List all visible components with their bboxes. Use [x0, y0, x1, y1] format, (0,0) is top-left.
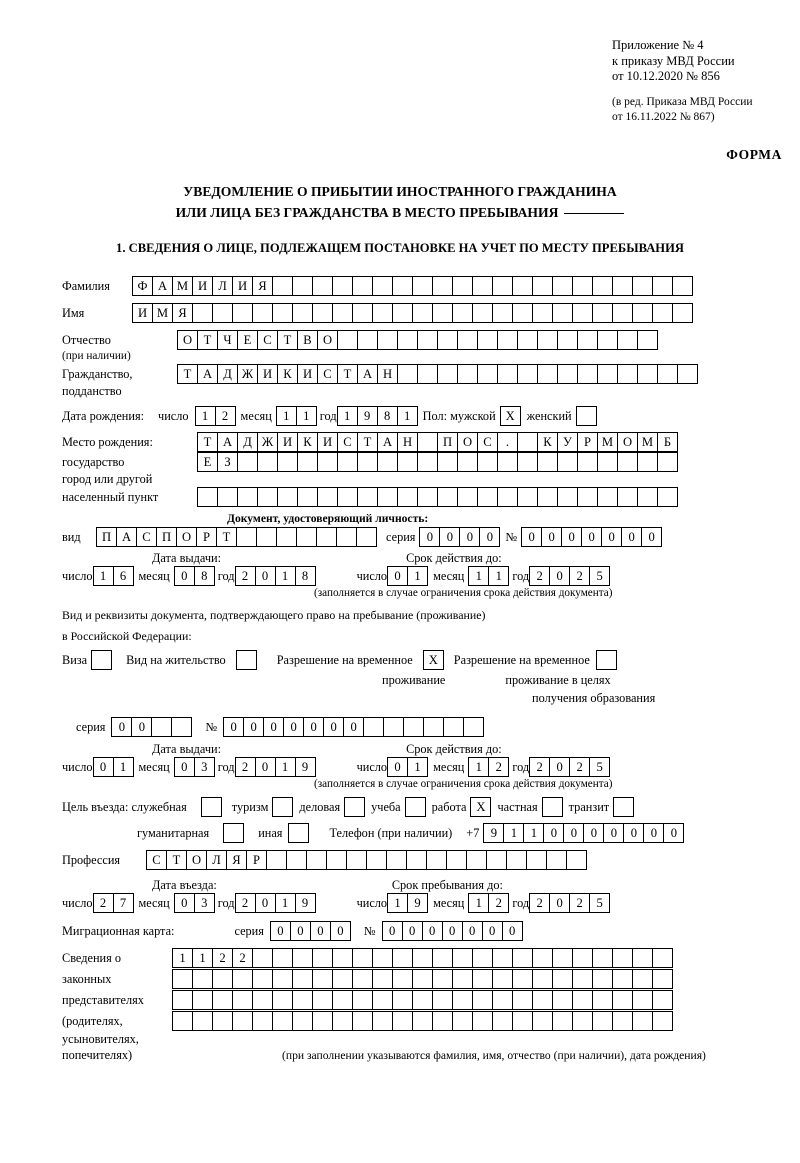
edu-residence-label-2: проживание в целях — [505, 673, 611, 687]
migration-series-input[interactable]: 0 0 0 0 — [270, 921, 350, 941]
permit-valid-day-input[interactable]: 0 1 — [387, 757, 427, 777]
row-issue-dates — [62, 566, 762, 586]
row-legal-4 — [62, 1011, 762, 1031]
edu-residence-label-3: получения образования — [532, 691, 656, 705]
migration-card-label: Миграционная карта: — [62, 923, 175, 938]
iddoc-kind-label: вид — [62, 529, 81, 544]
permit-title-2: в Российской Федерации: — [62, 629, 192, 643]
name-label: Имя — [62, 305, 85, 320]
row-permit-valid-note — [62, 778, 762, 790]
permit-issue-month-input[interactable]: 0 3 — [174, 757, 214, 777]
birth-year-label: год — [319, 408, 337, 423]
migration-number-label: № — [363, 923, 376, 938]
purpose-tourism-label: туризм — [231, 799, 269, 814]
purpose-work-checkbox[interactable]: Х — [470, 797, 491, 817]
birthplace-input-row2[interactable]: Е З — [197, 452, 677, 472]
header-line3: от 10.12.2020 № 856 — [612, 69, 720, 83]
title-blank — [564, 201, 624, 214]
iddoc-series-label: серия — [386, 529, 416, 544]
row-iddoc — [62, 527, 762, 547]
header-line2: к приказу МВД России — [612, 53, 735, 68]
stay-day-label: число — [356, 895, 388, 910]
permit-title-1: Вид и реквизиты документа, подтверждающего право на пребывание (проживание) — [62, 608, 486, 622]
row-citizenship — [62, 364, 762, 384]
valid-year-input[interactable]: 2 0 2 5 — [529, 566, 609, 586]
birthplace-sublabel-1: государство — [62, 454, 125, 469]
title-line1: УВЕДОМЛЕНИЕ О ПРИБЫТИИ ИНОСТРАННОГО ГРАЖДАНИНА — [183, 184, 617, 199]
forma-label: ФОРМА — [726, 147, 782, 162]
birthplace-sublabel-3: населенный пункт — [62, 489, 159, 504]
row-citizenship-note — [62, 384, 762, 399]
row-entry-headers — [62, 878, 762, 893]
legal-label-4: (родителях, — [62, 1013, 123, 1028]
migration-series-label: серия — [234, 923, 264, 938]
row-permit-sub1 — [62, 673, 762, 688]
sex-female-label: женский — [526, 408, 572, 423]
permit-issue-day-label: число — [62, 759, 93, 774]
permit-issue-day-input[interactable]: 0 1 — [93, 757, 133, 777]
purpose-work-label: работа — [431, 799, 467, 814]
row-permit-title1 — [62, 608, 762, 623]
valid-month-label: месяц — [433, 568, 465, 583]
permit-series-label: серия — [76, 719, 106, 734]
row-legal-6 — [62, 1048, 762, 1063]
temp-residence-label-2: проживание — [382, 673, 446, 687]
name-input[interactable]: И М Я — [132, 303, 692, 323]
birth-year-input[interactable]: 1 9 8 1 — [337, 406, 417, 426]
row-iddoc-title — [62, 512, 762, 525]
purpose-transit-label: транзит — [568, 799, 610, 814]
purpose-business-checkbox[interactable] — [344, 797, 365, 817]
temp-residence-label: Разрешение на временное — [276, 652, 413, 667]
patronymic-sublabel: (при наличии) — [62, 350, 131, 362]
row-birthplace — [62, 432, 762, 452]
residence-permit-label: Вид на жительство — [126, 652, 226, 667]
issue-day-label: число — [62, 568, 93, 583]
permit-number-input[interactable]: 0 0 0 0 0 0 0 — [223, 717, 483, 737]
title-line2: ИЛИ ЛИЦА БЕЗ ГРАЖДАНСТВА В МЕСТО ПРЕБЫВАНИЯ — [175, 205, 559, 220]
visa-label: Виза — [62, 652, 88, 667]
row-legal-2 — [62, 969, 762, 989]
header-line4: (в ред. Приказа МВД России — [612, 95, 753, 108]
permit-valid-month-label: месяц — [433, 759, 465, 774]
row-birthdate — [62, 406, 762, 426]
page-title — [0, 182, 800, 222]
birth-day-input[interactable]: 1 2 — [195, 406, 235, 426]
stay-until-label: Срок пребывания до: — [391, 878, 503, 892]
purpose-tourism-checkbox[interactable] — [272, 797, 293, 817]
row-purpose — [62, 797, 762, 817]
stay-year-label: год — [512, 895, 530, 910]
iddoc-kind-input[interactable]: П А С П О Р Т — [96, 527, 376, 547]
surname-label: Фамилия — [62, 278, 110, 293]
permit-issue-year-label: год — [217, 759, 235, 774]
valid-note: (заполняется в случае ограничения срока действия документа) — [314, 587, 613, 599]
row-profession — [62, 850, 762, 870]
row-birthplace-4 — [62, 487, 762, 507]
legal-label-1: Сведения о — [62, 950, 121, 965]
row-permit-date-headers — [62, 742, 762, 757]
profession-label: Профессия — [62, 852, 121, 867]
row-valid-note — [62, 587, 762, 599]
entry-year-label: год — [217, 895, 235, 910]
citizenship-input[interactable]: Т А Д Ж И К И С Т А Н — [177, 364, 697, 384]
row-birthplace-3 — [62, 472, 762, 487]
stay-month-label: месяц — [433, 895, 465, 910]
iddoc-title: Документ, удостоверяющий личность: — [227, 512, 429, 525]
permit-valid-label: Срок действия до: — [406, 742, 502, 756]
permit-valid-year-label: год — [512, 759, 530, 774]
purpose-service-checkbox[interactable] — [201, 797, 222, 817]
residence-permit-checkbox[interactable] — [236, 650, 257, 670]
legal-input-row3[interactable] — [172, 990, 672, 1010]
valid-day-input[interactable]: 0 1 — [387, 566, 427, 586]
profession-input[interactable]: С Т О Л Я Р — [146, 850, 586, 870]
row-purpose-2 — [62, 823, 762, 843]
temp-residence-checkbox[interactable]: Х — [423, 650, 444, 670]
stay-month-input[interactable]: 1 2 — [468, 893, 508, 913]
permit-series-input[interactable]: 0 0 — [111, 717, 191, 737]
row-surname — [62, 276, 762, 296]
purpose-private-label: частная — [497, 799, 538, 814]
birthplace-input-row1[interactable]: Т А Д Ж И К И С Т А Н П О С . К У Р М О М Б — [197, 432, 677, 452]
legal-footer-note: (при заполнении указываются фамилия, имя, отчество (при наличии), дата рождения) — [282, 1049, 706, 1062]
entry-month-input[interactable]: 0 3 — [174, 893, 214, 913]
sex-label: Пол: мужской — [422, 408, 496, 423]
row-issue-headers — [62, 551, 762, 566]
header-line1: Приложение № 4 — [612, 38, 704, 52]
purpose-humanitarian-label: гуманитарная — [137, 825, 210, 840]
issue-day-input[interactable]: 1 6 — [93, 566, 133, 586]
iddoc-number-label: № — [505, 529, 518, 544]
surname-input[interactable]: Ф А М И Л И Я — [132, 276, 692, 296]
legal-label-3: представителях — [62, 992, 144, 1007]
row-legal-1 — [62, 948, 762, 968]
issue-month-input[interactable]: 0 8 — [174, 566, 214, 586]
phone-label: Телефон (при наличии) — [329, 825, 453, 840]
legal-label-5: усыновителях, — [62, 1032, 139, 1046]
document-header — [612, 38, 753, 125]
legal-label-6: попечителях) — [62, 1048, 133, 1062]
section-1-heading: 1. СВЕДЕНИЯ О ЛИЦЕ, ПОДЛЕЖАЩЕМ ПОСТАНОВКЕ НА УЧЕТ ПО МЕСТУ ПРЕБЫВАНИЯ — [116, 241, 684, 255]
form-body — [62, 276, 762, 1063]
entry-date-label: Дата въезда: — [152, 878, 217, 892]
entry-year-input[interactable]: 2 0 1 9 — [235, 893, 315, 913]
entry-day-label: число — [62, 895, 93, 910]
header-line5: от 16.11.2022 № 867) — [612, 110, 715, 123]
row-patronymic-note — [62, 350, 762, 362]
valid-month-input[interactable]: 1 1 — [468, 566, 508, 586]
permit-valid-year-input[interactable]: 2 0 2 5 — [529, 757, 609, 777]
issue-date-label: Дата выдачи: — [152, 551, 222, 565]
citizenship-label: Гражданство, — [62, 366, 133, 381]
birth-month-label: месяц — [240, 408, 272, 423]
row-permit-title2 — [62, 629, 762, 644]
birthplace-input-row3[interactable] — [197, 487, 677, 507]
row-legal-5 — [62, 1032, 762, 1047]
entry-month-label: месяц — [138, 895, 170, 910]
birthplace-sublabel-2: город или другой — [62, 472, 153, 486]
purpose-business-label: деловая — [299, 799, 341, 814]
row-legal-3 — [62, 990, 762, 1010]
iddoc-number-input[interactable]: 0 0 0 0 0 0 0 — [521, 527, 661, 547]
purpose-transit-checkbox[interactable] — [613, 797, 634, 817]
issue-month-label: месяц — [138, 568, 170, 583]
visa-checkbox[interactable] — [91, 650, 112, 670]
birthdate-label: Дата рождения: — [62, 408, 145, 423]
purpose-label: Цель въезда: служебная — [62, 799, 187, 814]
legal-input-row4[interactable] — [172, 1011, 672, 1031]
legal-input-row2[interactable] — [172, 969, 672, 989]
patronymic-input[interactable]: О Т Ч Е С Т В О — [177, 330, 657, 350]
row-permit-dates — [62, 757, 762, 777]
row-permit-types — [62, 650, 762, 670]
row-patronymic — [62, 330, 762, 350]
row-permit-sub2 — [62, 691, 762, 706]
purpose-study-checkbox[interactable] — [405, 797, 426, 817]
row-permit-series — [62, 717, 762, 737]
iddoc-series-input[interactable]: 0 0 0 0 — [419, 527, 499, 547]
permit-number-label: № — [205, 719, 218, 734]
phone-input[interactable]: 9 1 1 0 0 0 0 0 0 0 — [483, 823, 683, 843]
issue-year-label: год — [217, 568, 235, 583]
valid-day-label: число — [356, 568, 388, 583]
birthplace-label: Место рождения: — [62, 434, 153, 449]
migration-number-input[interactable]: 0 0 0 0 0 0 0 — [382, 921, 522, 941]
sex-male-checkbox[interactable]: Х — [500, 406, 521, 426]
legal-input-row1[interactable]: 1 1 2 2 — [172, 948, 672, 968]
citizenship-sublabel: подданство — [62, 384, 122, 398]
permit-issue-label: Дата выдачи: — [152, 742, 222, 756]
issue-year-input[interactable]: 2 0 1 8 — [235, 566, 315, 586]
patronymic-label: Отчество — [62, 332, 111, 347]
permit-valid-month-input[interactable]: 1 2 — [468, 757, 508, 777]
valid-until-label: Срок действия до: — [406, 551, 502, 565]
purpose-other-checkbox[interactable] — [288, 823, 309, 843]
birth-month-input[interactable]: 1 1 — [276, 406, 316, 426]
permit-valid-note: (заполняется в случае ограничения срока действия документа) — [314, 778, 613, 790]
purpose-private-checkbox[interactable] — [542, 797, 563, 817]
row-entry-dates — [62, 893, 762, 913]
row-migration-card — [62, 921, 762, 941]
legal-label-2: законных — [62, 971, 112, 986]
phone-prefix: +7 — [466, 825, 480, 840]
birth-day-label: число — [158, 408, 189, 423]
sex-female-checkbox[interactable] — [576, 406, 597, 426]
edu-residence-label: Разрешение на временное — [453, 652, 590, 667]
purpose-study-label: учеба — [371, 799, 401, 814]
valid-year-label: год — [512, 568, 530, 583]
stay-day-input[interactable]: 1 9 — [387, 893, 427, 913]
permit-valid-day-label: число — [356, 759, 388, 774]
stay-year-input[interactable]: 2 0 2 5 — [529, 893, 609, 913]
edu-residence-checkbox[interactable] — [596, 650, 617, 670]
purpose-humanitarian-checkbox[interactable] — [223, 823, 244, 843]
entry-day-input[interactable]: 2 7 — [93, 893, 133, 913]
permit-issue-month-label: месяц — [138, 759, 170, 774]
row-birthplace-2 — [62, 452, 762, 472]
row-name — [62, 303, 762, 323]
permit-issue-year-input[interactable]: 2 0 1 9 — [235, 757, 315, 777]
purpose-other-label: иная — [258, 825, 283, 840]
